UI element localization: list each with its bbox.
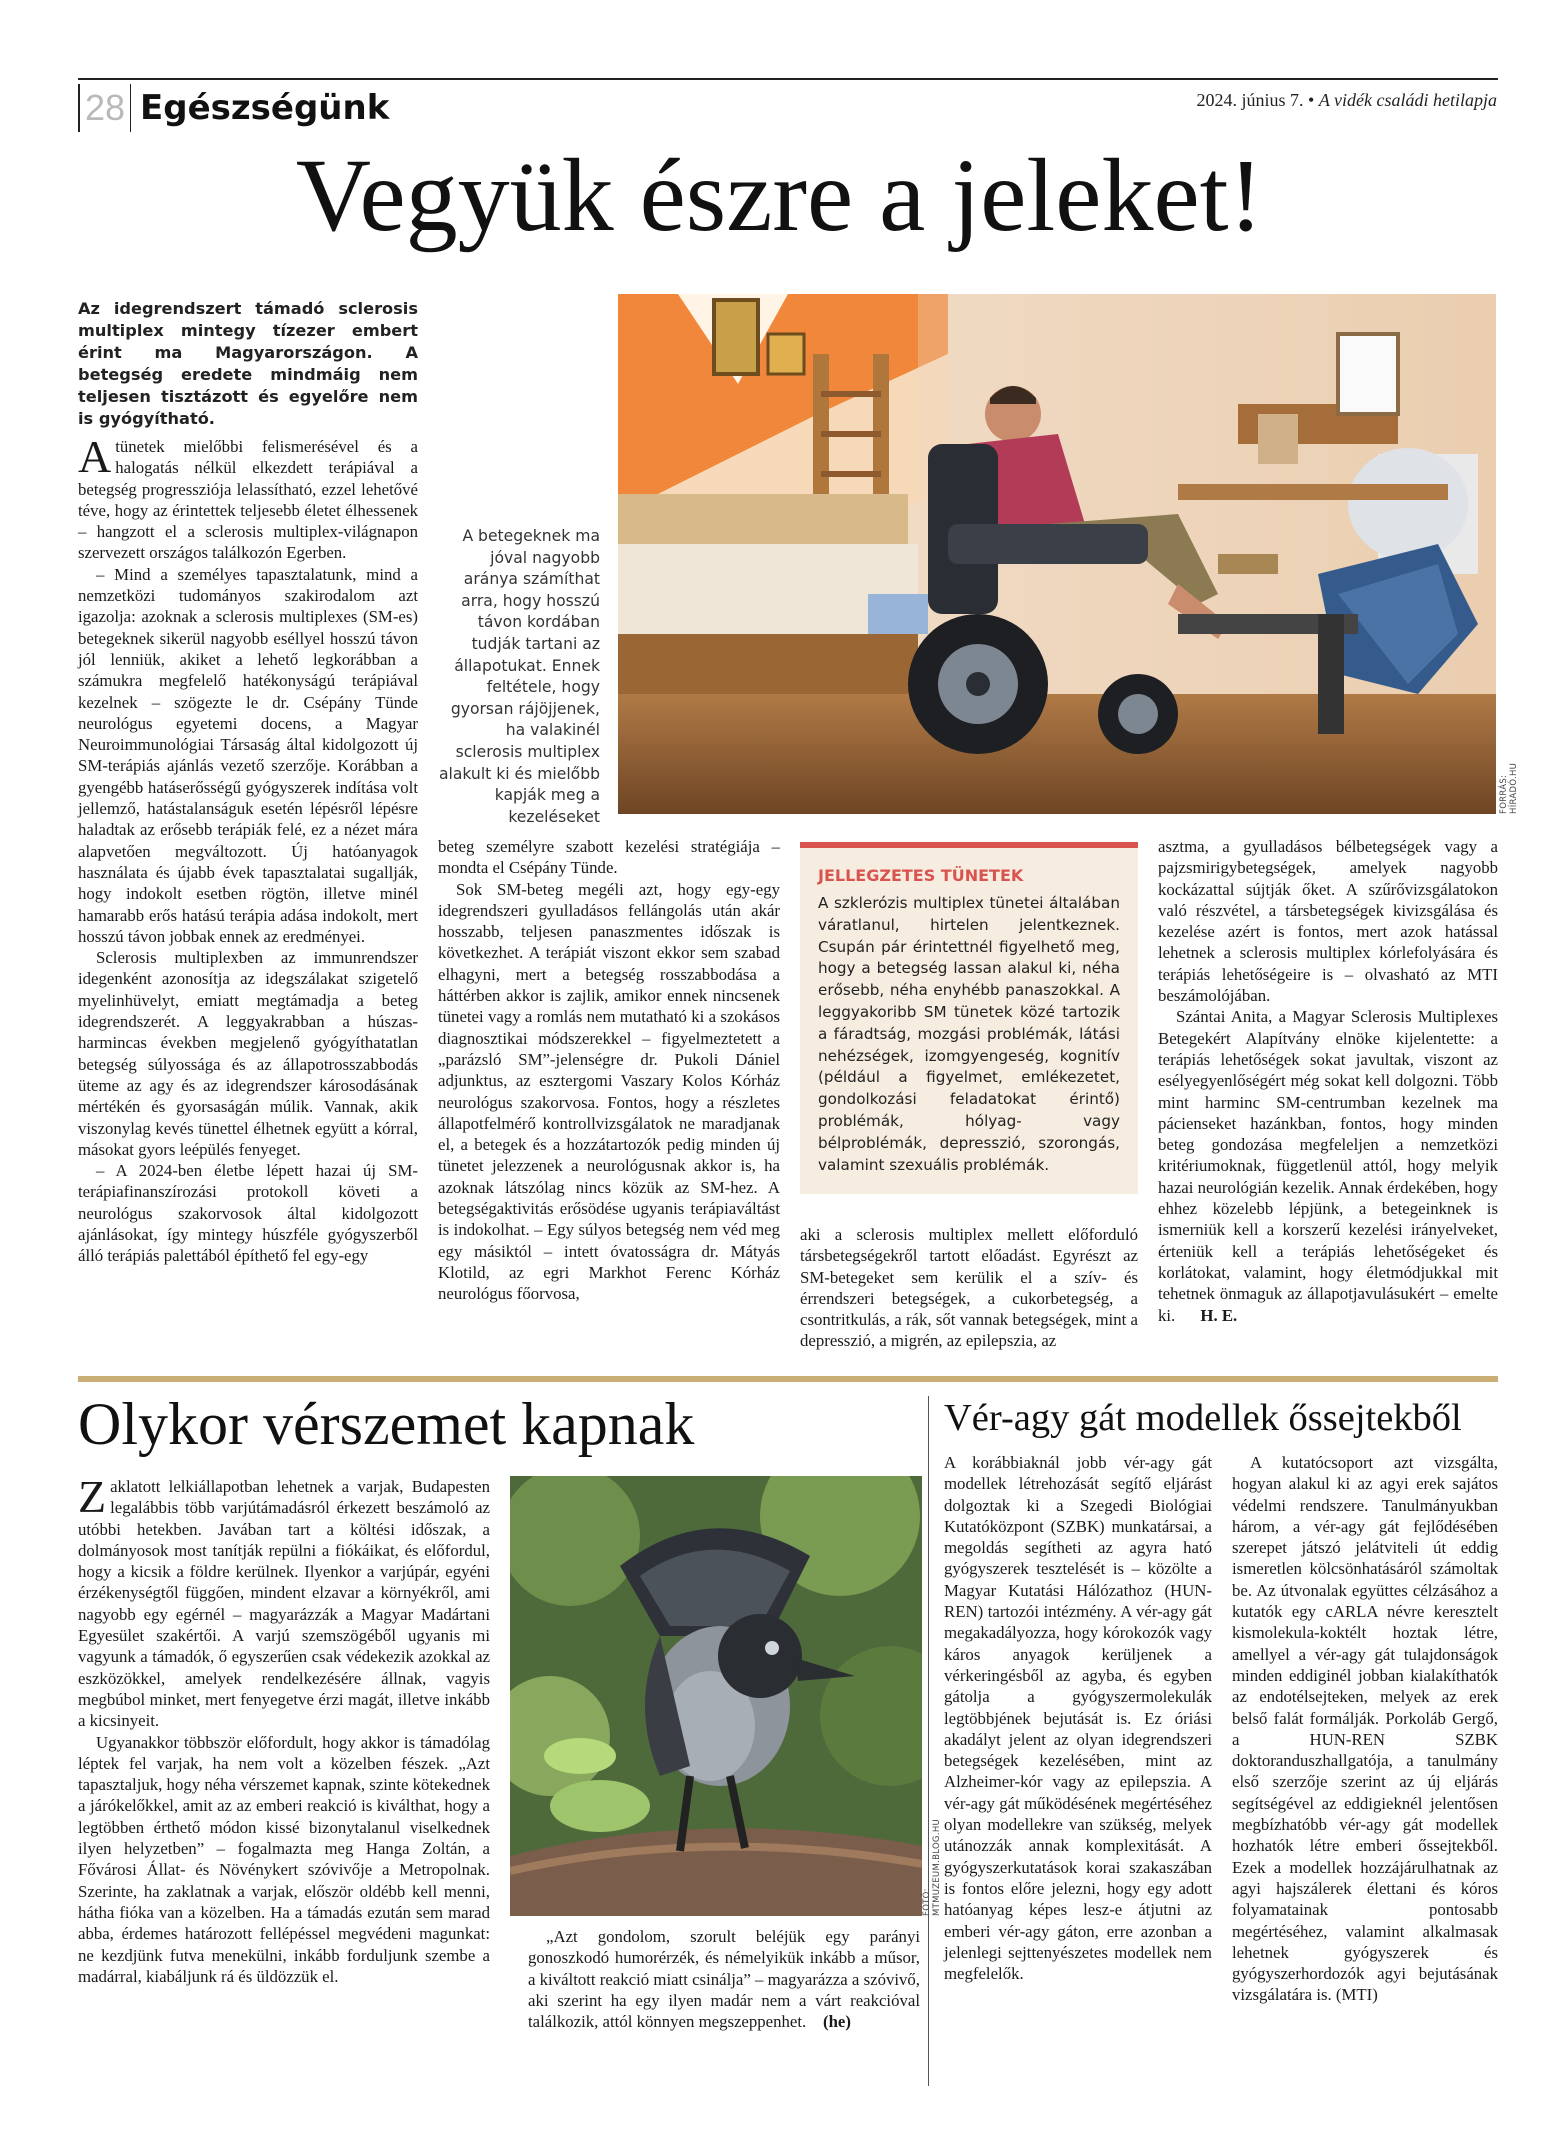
paragraph: Sok SM-beteg megéli azt, hogy egy-egy idegrendszeri gyulladásos fellángolás után akár hosszabb, teljesen panaszmentes időszak is következhet. A terápiát viszont ekkor sem szabad elhagyni, mert a betegség rosszabbodása a háttérben akkor is zajlik, amikor ennek nincsenek tünetei vagy a romlás nem mutatható ki a szokásos diagnosztikai módszerekkel – figyelmeztetett a „parázsló SM”-jelenségre dr. Pukoli Dániel adjunktus, az esztergomi Vaszary Kolos Kórház neurológus szakorvosa. Fontos, hogy a részletes állapotfelmérő kontrollvizsgálatok ne maradjanak el, a betegek és a hozzátartozók pedig minden új tünetet jelezzenek a neurológusnak akkor is, ha azoknak látszólag nincs közük az SM-hez. A betegségaktivitás erősödése ugyanis terápiaváltást is indokolhat. – Egy súlyos betegség nem véd meg egy másiktól – intett óvatosságra dr. Mátyás Klotild, az egri Markhot Ferenc Kórház neurológus főorvosa,	[438, 879, 780, 1304]
article-column-2	[438, 836, 780, 1305]
paragraph: aki a sclerosis multiplex mellett előforduló társbetegségekről tartott előadást. Egyrészt az SM-betegeket sem kerülik el a szív- és érrendszeri betegségek, a cukorbetegség, a csontritkulás, a rák, sőt vannak betegségek, mint a depresszió, a migrén, az epilepszia, az	[800, 1225, 1138, 1351]
column-divider	[928, 1396, 929, 2086]
article-title: Vegyük észre a jeleket!	[295, 138, 1264, 253]
paragraph: Zaklatott lelkiállapotban lehetnek a varjak, Budapesten legalábbis több varjútámadásról érkezett beszámoló az utóbbi hetekben. Javában tart a költési időszak, a dolmányosok most tanítják repülni a fiókáikat, és előfordul, hogy a kicsik a földre kerülnek. Ilyenkor a varjúpár, egyéni érzékenységtől függően, mindent elzavar a környékről, ami nagyobb egy egérnél – magyarázzák a Magyar Madártani Egyesület szakértői. A varjú szemszögéből ugyanis mi vagyunk a támadók, ő egyszerűen csak védekezik azokkal az eszközökkel, amelyek rendelkezésére állnak, vagyis megbúbol minket, mert fenyegetve érzi magát, illetve inkább a kicsinyeit.	[78, 1471, 490, 1731]
drop-cap: A	[78, 431, 112, 482]
bbb-article-column-1	[944, 1452, 1212, 1984]
section-title: Egészségünk	[140, 88, 390, 128]
author-signature: H. E.	[1200, 1305, 1238, 1325]
paragraph: asztma, a gyulladásos bélbetegségek vagy a pajzsmirigybetegségek, amelyek nagyobb kockázattal sújtják őket. A szűrővizsgálatokon való részvétel, a társbetegségek kivizsgálása és kezelése azért is fontos, mert azok hatással lehetnek a sclerosis multiplex kórlefolyására és terápiás lehetőségeire is – olvasható az MTI beszámolójában.	[1158, 837, 1498, 1006]
paragraph: „Azt gondolom, szorult beléjük egy parányi gonoszkodó humorérzék, és némelyikük inkább a műsor, a kiváltott reakció miatt csinálja” – magyarázza a szóvivő, aki szerint ha egy ilyen madár nem a várt reakcióval találkozik, attól könnyen megszeppenhet. (he)	[528, 1927, 920, 2032]
crow-photo-caption	[528, 1926, 920, 2032]
drop-cap: Z	[78, 1471, 107, 1522]
header-rule	[78, 78, 1498, 80]
article-lead: Az idegrendszert támadó sclerosis multiplex mintegy tízezer embert érint ma Magyarországon. A betegség eredete mindmáig nem teljesen tisztázott és egyelőre nem is gyógyítható.	[78, 299, 418, 428]
crow-photo-credit: FOTÓ: MTMUZEUM.BLOG.HU	[922, 1818, 942, 1916]
paragraph: A korábbiaknál jobb vér-agy gát modellek létrehozását segítő eljárást dolgoztak ki a Szegedi Biológiai Kutatóközpont (SZBK) munkatársai, a megoldás segítheti az agyra ható gyógyszerek tesztelését is – közölte a Magyar Kutatási Hálózathoz (HUN-REN) tartozói intézmény. A vér-agy gát megakadályozza, hogy kórokozók vagy káros anyagok kerüljenek a vérkeringésből az agyba, és egyben gátolja a gyógyszermolekulák legtöbbjének bejutását is. Ez óriási akadályt jelent az olyan idegrendszeri betegségek kezelésében, mint az Alzheimer-kór vagy az epilepszia. A vér-agy gát működésének megértéséhez olyan modellekre van szükség, melyek utánozzák annak komplexitását. A gyógyszerkutatások korai szakaszában is fontos előre jelezni, hogy egy adott hatóanyag képes lesz-e átjutni az emberi vér-agy gáton, erre azonban a jelenlegi sejttenyészetes modellek nem megfelelők.	[944, 1453, 1212, 1984]
paragraph: Szántai Anita, a Magyar Sclerosis Multiplexes Betegekért Alapítvány elnöke kijelentette: a terápiás lehetőségek sokat javultak, viszont az esélyegyenlőségért még sokat kell dolgozni. Több mint harminc SM-centrumban kezelnek ma pácienseket hazánkban, fontos, hogy minden beteg gondozása megfeleljen a nemzetközi kritériumoknak, függetlenül attól, hogy melyik hazai neurológián kezelik. Annak érdekében, hogy ehhez közelebb lépjünk, a betegeinknek is ismerniük kell a korszerű kezelési irányelveket, érteniük kell a terápiás lehetőségeket és korlátokat, valamint, hogy életmódjukkal mit tehetnek önmaguk az állapotjavulásukért – emelte ki. H. E.	[1158, 1007, 1498, 1325]
symptoms-box-text: A szklerózis multiplex tünetei általában váratlanul, hirtelen jelentkeznek. Csupán pár érintettnél figyelhető meg, hogy a betegség lassan alakul ki, néha erősebb, néha enyhébb panaszokkal. A leggyakoribb SM tünetek közé tartozik a fáradtság, mozgási problémák, látási nehézségek, izomgyengeség, kognitív (például a figyelmet, emlékezetet, gondolkozási feladatokat érintő) problémák, hólyag- vagy bélproblémák, depresszió, szorongás, valamint szexuális problémák.	[818, 894, 1120, 1174]
wheelchair-photo	[618, 294, 1496, 814]
pull-quote: A betegeknek ma jóval nagyobb aránya számíthat arra, hogy hosszú távon kordában tudják tartani az állapotukat. Ennek feltétele, hogy gyorsan rájöjjenek, ha valakinél sclerosis multiplex alakult ki és mielőbb kapják meg a kezeléseket	[438, 527, 600, 826]
paragraph: Sclerosis multiplexben az immunrendszer idegenként azonosítja az idegszálakat szigetelő myelinhüvelyt, emiatt megtámadja a beteg idegrendszerét. A leggyakrabban a húszas-harmincas években megjelenő gyógyíthatatlan betegség súlyossága és az állapotrosszabbodás üteme az agy és az idegrendszer károsodásának mértékén és gyorsaságán múlik. Vannak, akik viszonylag kevés tünettel élhetnek együtt a kórral, másokat gyors leépülés fenyeget.	[78, 948, 418, 1159]
author-signature: (MTI)	[1335, 1985, 1378, 2005]
page-number: 28	[84, 87, 126, 128]
paragraph: beteg személyre szabott kezelési stratégiája – mondta el Csépány Tünde.	[438, 837, 780, 878]
author-signature: (he)	[822, 2012, 851, 2032]
symptoms-box	[800, 842, 1138, 1194]
page-number-box	[78, 84, 131, 132]
bbb-article-title: Vér-agy gát modellek őssejtekből	[944, 1397, 1462, 1439]
bbb-article-column-2	[1232, 1452, 1498, 2006]
paper-tagline: A vidék családi hetilapja	[1318, 90, 1497, 110]
crow-photo-illustration	[510, 1476, 922, 1916]
issue-date: 2024. június 7.	[1196, 90, 1304, 110]
article-column-3	[800, 1224, 1138, 1352]
bullet-separator: •	[1308, 90, 1315, 110]
symptoms-box-title: JELLEGZETES TÜNETEK	[818, 866, 1024, 885]
paragraph: A tünetek mielőbbi felismerésével és a halogatás nélkül elkezdett terápiával a betegség progressziója lelassítható, ezzel lehetővé téve, hogy az érintettek teljesebb életet élhessenek – hangzott el a sclerosis multiplex-világnapon szervezett országos találkozón Egerben.	[78, 431, 418, 563]
paragraph: – Mind a személyes tapasztalatunk, mind a nemzetközi tudományos szakirodalom azt igazolja: azoknak a sclerosis multiplexes (SM-es) betegeknek sikerül nagyobb eséllyel hosszú távon jól lenniük, akiket a lehető legkorábban a számukra megfelelő hatékonyságú terápiával kezelnek – szögezte le dr. Csépány Tünde neurológus egyetemi docens, a Magyar Neuroimmunológiai Társaság által kidolgozott új SM-terápiás ajánlás vezető szerzője. Korábban a gyengébb hatáserősségű gyógyszerek indítása volt jellemző, hatástalanságuk esetén lépésről lépésre haladtak az erősebb terápiák felé, ez a nézet mára alapvetően megváltozott. Új hatóanyagok használata és újabb évek tapasztalatai sugallják, hogy indokolt esetben rögtön, illetve minél hamarabb erős hatású terápia adása indokolt, mert hosszú távon jobbak ennek az eredményei.	[78, 564, 418, 946]
photo-credit: FORRÁS: HÍRADÓ.HU	[1499, 762, 1519, 814]
crow-article-column	[78, 1471, 490, 1987]
paragraph: A kutatócsoport azt vizsgálta, hogyan alakul ki az agyi erek sajátos védelmi rendszere. Tanulmányukban három, a vér-agy gát fejlődésében szerepet játszó jelátviteli út eddig ismeretlen kölcsönhatásáról számoltak be. Az útvonalak együttes célzásához a kutatók egy cARLA névre keresztelt kismolekula-koktélt hoztak létre, amellyel a vér-agy gát tulajdonságok minden eddiginél jobban kialakíthatók az endotélsejteken, melyek az erek belső falát formálják. Porkoláb Gergő, a HUN-REN SZBK doktoranduszhallgatója, a tanulmány első szerzője szerint az új eljárás segítségével az eddigieknél jelentősen megbízhatóbb vér-agy gát modellek hozhatók létre emberi őssejtekből. Ezek a modellek hozzájárulhatnak az agyi hajszálerek élettani és kóros folyamatainak pontosabb megértéséhez, valamint alkalmasak lehetnek gyógyszerek és gyógyszerhordozók agyi bejutásának vizsgálatára is. (MTI)	[1232, 1453, 1498, 2005]
article-column-1	[78, 431, 418, 1267]
issue-info	[1197, 88, 1497, 112]
section-separator	[78, 1376, 1498, 1382]
paragraph: – A 2024-ben életbe lépett hazai új SM-terápiafinanszírozási protokoll követi a neurológus szakorvosok által kidolgozott ajánlásokat, így mintegy húszféle gyógyszerből álló terápiás palettából építhető fel egy-egy	[78, 1161, 418, 1266]
crow-photo	[510, 1476, 922, 1916]
article-column-4	[1158, 836, 1498, 1326]
wheelchair-photo-illustration	[618, 294, 1496, 814]
paragraph: Ugyanakkor többször előfordult, hogy akkor is támadólag léptek fel varjak, ha nem volt a közelben fészek. „Azt tapasztaljuk, hogy néha vérszemet kapnak, szinte kötekednek a járókelőkkel, amit az az emberi reakció is kiválthat, hogy a legtöbben érthető módon kissé bizonytalanul viselkednek ilyen helyzetben” – fogalmazta meg Hanga Zoltán, a Fővárosi Állat- és Növénykert szóvivője a Metropolnak. Szerinte, ha zaklatnak a varjak, először oldébb kell menni, hátha fióka van a közelben. Ha a támadás ezután sem marad abba, érdemes határozott fellépéssel megvédeni magunkat: ne kezdjünk futva menekülni, inkább forduljunk szembe a madárral, kiabáljunk rá és üldözzük el.	[78, 1732, 490, 1986]
crow-article-title: Olykor vérszemet kapnak	[78, 1391, 695, 1457]
